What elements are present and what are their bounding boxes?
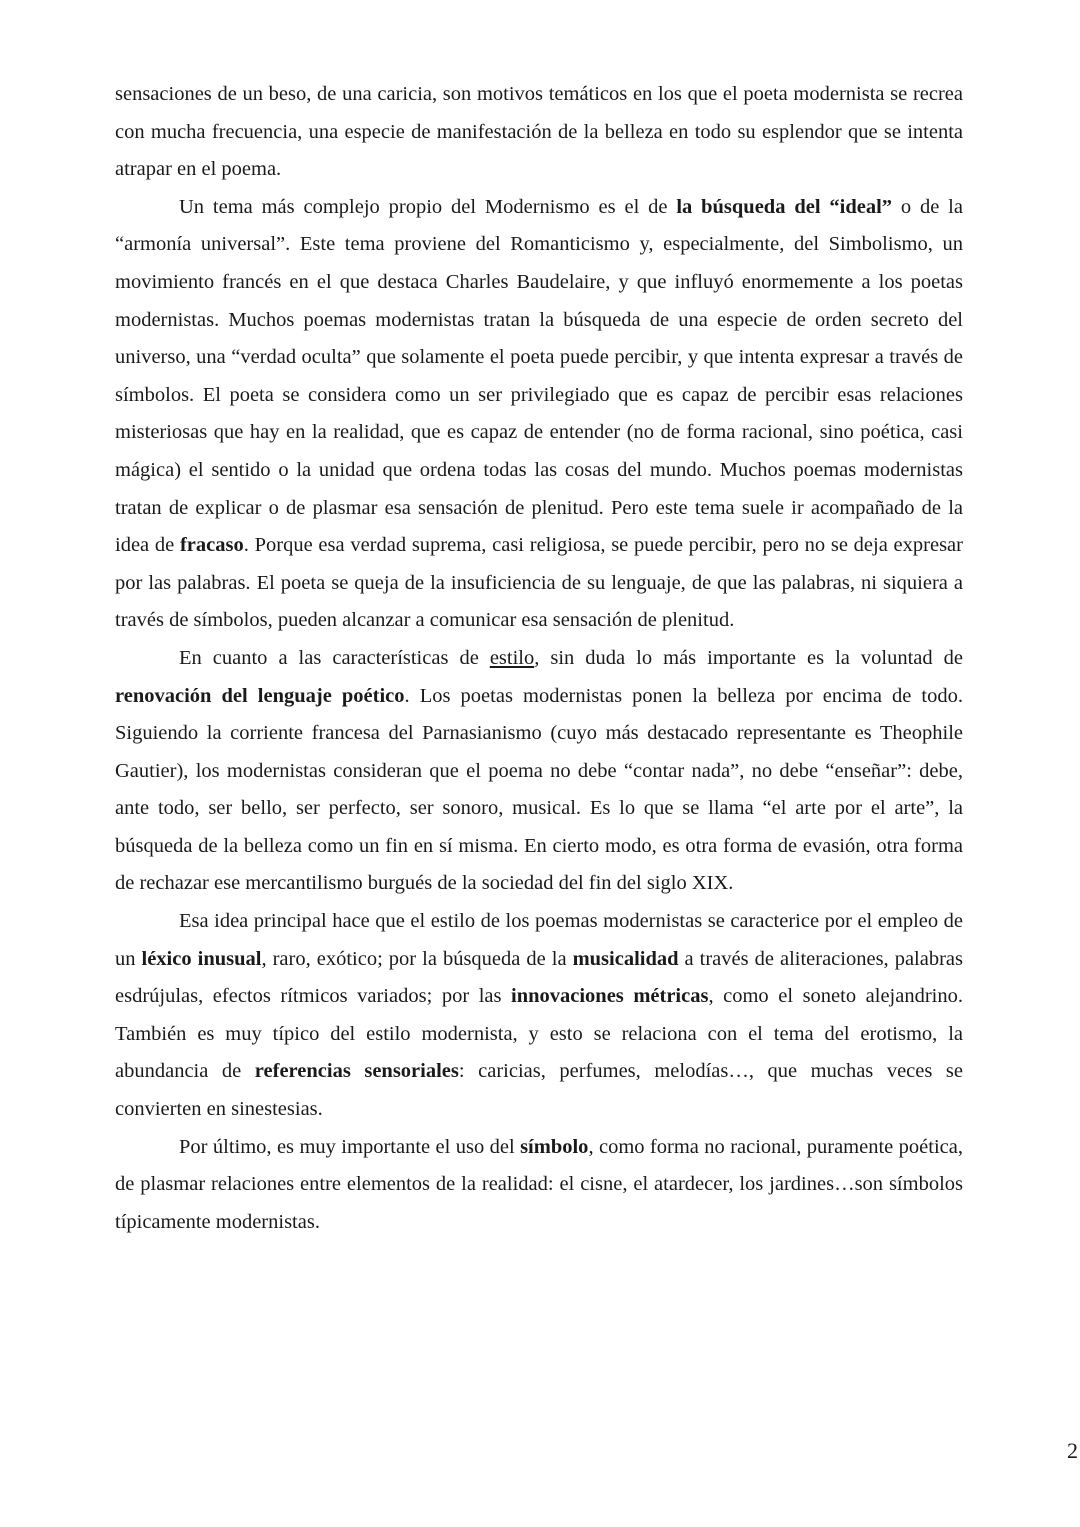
text-run: En cuanto a las características de <box>179 646 490 669</box>
paragraph <box>115 189 963 640</box>
text-run: Por último, es muy importante el uso del <box>179 1135 521 1158</box>
bold-term: referencias sensoriales <box>254 1060 459 1083</box>
bold-term: musicalidad <box>572 947 679 970</box>
text-run: Esa idea principal hace que el estilo de los poemas modernistas se caracterice por el empleo de un <box>115 910 963 970</box>
text-run: , raro, exótico; por la búsqueda de la <box>261 947 573 970</box>
text-run: , sin duda lo más importante es la voluntad de <box>534 646 963 669</box>
underlined-term: estilo <box>489 646 535 669</box>
paragraph <box>115 903 963 1129</box>
text-run: . Porque esa verdad suprema, casi religiosa, se puede percibir, pero no se deja expresar por las palabras. El poeta se queja de la insuficiencia de su lenguaje, de que las palabras, ni siquiera a través de símbolos, pueden alcanzar a comunicar esa sensación de plenitud. <box>115 534 963 632</box>
text-run: a través de aliteraciones, palabras esdrújulas, efectos rítmicos variados; por las <box>115 947 963 1008</box>
bold-term: innovaciones métricas <box>511 985 709 1008</box>
page-number: 2 <box>1067 1438 1078 1463</box>
text-run: sensaciones de un beso, de una caricia, son motivos temáticos en los que el poeta modernista se recrea con mucha frecuencia, una especie de manifestación de la belleza en todo su esplendor que se intenta atrapar en el poema. <box>115 83 963 181</box>
document-body <box>115 76 963 1241</box>
paragraph <box>115 76 963 189</box>
paragraph <box>115 640 963 903</box>
bold-term: fracaso <box>179 534 244 557</box>
bold-term: la búsqueda del “ideal” <box>676 195 893 218</box>
text-run: , como forma no racional, puramente poética, de plasmar relaciones entre elementos de la realidad: el cisne, el atardecer, los jardines…son símbolos típicamente modernistas. <box>115 1135 963 1233</box>
bold-term: léxico inusual <box>141 947 262 970</box>
paragraph <box>115 1129 963 1242</box>
bold-term: símbolo <box>520 1135 589 1158</box>
text-run: , como el soneto alejandrino. También es muy típico del estilo modernista, y esto se relaciona con el tema del erotismo, la abundancia de <box>115 985 963 1083</box>
text-run: : caricias, perfumes, melodías…, que muchas veces se convierten en sinestesias. <box>115 1060 963 1121</box>
text-run: . Los poetas modernistas ponen la belleza por encima de todo. Siguiendo la corriente francesa del Parnasianismo (cuyo más destacado representante es Theophile Gautier), los modernistas consideran que el poema no debe “contar nada”, no debe “enseñar”: debe, ante todo, ser bello, ser perfecto, ser sonoro, musical. Es lo que se llama “el arte por el arte”, la búsqueda de la belleza como un fin en sí misma. En cierto modo, es otra forma de evasión, otra forma de rechazar ese mercantilismo burgués de la sociedad del fin del siglo XIX. <box>115 684 963 895</box>
bold-term: renovación del lenguaje poético <box>115 684 405 707</box>
text-run: Un tema más complejo propio del Modernismo es el de <box>179 195 677 218</box>
text-run: o de la “armonía universal”. Este tema proviene del Romanticismo y, especialmente, del Simbolismo, un movimiento francés en el que destaca Charles Baudelaire, y que influyó enormemente a los poetas modernistas. Muchos poemas modernistas tratan la búsqueda de una especie de orden secreto del universo, una “verdad oculta” que solamente el poeta puede percibir, y que intenta expresar a través de símbolos. El poeta se considera como un ser privilegiado que es capaz de percibir esas relaciones misteriosas que hay en la realidad, que es capaz de entender (no de forma racional, sino poética, casi mágica) el sentido o la unidad que ordena todas las cosas del mundo. Muchos poemas modernistas tratan de explicar o de plasmar esa sensación de plenitud. Pero este tema suele ir acompañado de la idea de <box>115 195 963 557</box>
